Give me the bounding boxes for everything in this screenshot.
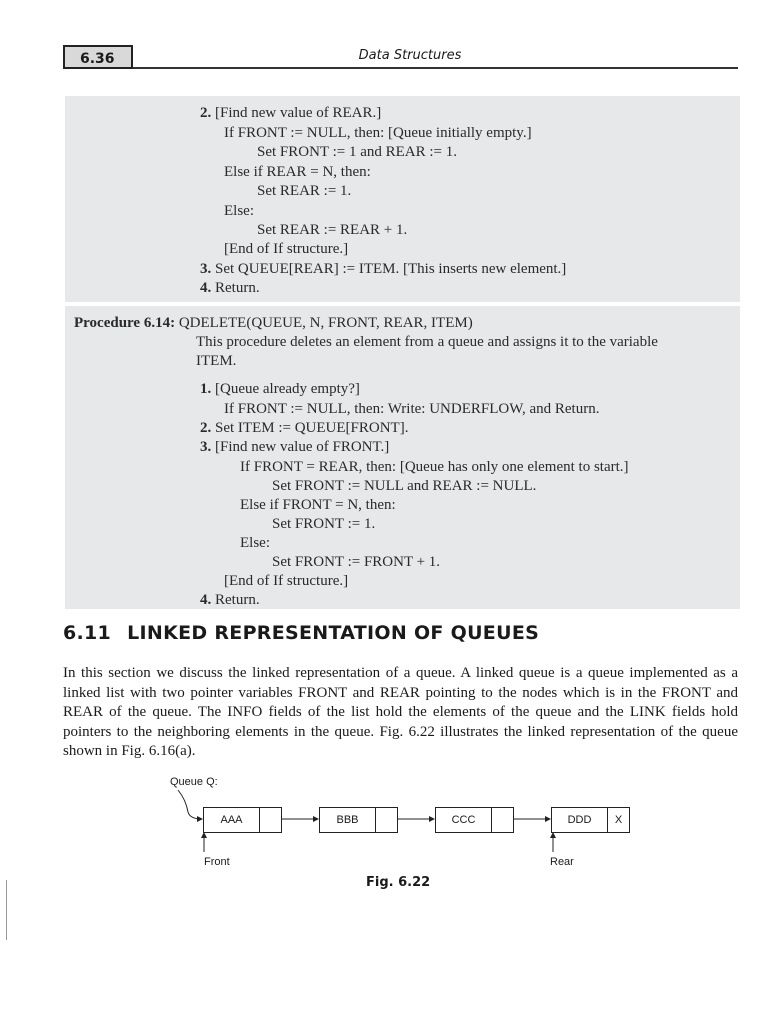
insert-line: Set FRONT := 1 and REAR := 1. [257,144,457,160]
running-header-title: Data Structures [358,48,462,63]
queue-pointer-arrow [178,790,202,819]
node-link [376,808,397,832]
delete-line: Set FRONT := FRONT + 1. [272,554,441,570]
figure-caption: Fig. 6.22 [366,875,431,890]
insert-line: [End of If structure.] [224,241,349,257]
delete-line: Set FRONT := 1. [272,516,376,532]
procedure-signature: QDELETE(QUEUE, N, FRONT, REAR, ITEM) [178,315,473,331]
procedure-description: This procedure deletes an element from a queue and assigns it to the variable [196,334,658,350]
procedure-heading [74,314,473,332]
section-paragraph: In this section we discuss the linked representation of a queue. A linked queue is a queue implemented as a linked list with two pointer variables FRONT and REAR pointing to the nodes which is in the FRONT and REAR of the queue. The INFO fields of the list hold the elements of the queue and the LINK fields hold pointers to the neighboring elements in the queue. Fig. 6.22 illustrates the linked representation of the queue shown in Fig. 6.16(a). [63,665,738,759]
insert-line: Else if REAR = N, then: [224,164,371,180]
insert-step-2: 2. [Find new value of REAR.] [200,105,382,121]
scan-margin-mark [6,880,7,940]
insert-step-3: 3. Set QUEUE[REAR] := ITEM. [This inserts new element.] [200,261,567,277]
queue-node [319,807,398,833]
delete-step-3: 3. [Find new value of FRONT.] [200,439,390,455]
node-info: DDD [552,808,608,832]
delete-line: Set FRONT := NULL and REAR := NULL. [272,478,537,494]
procedure-description: ITEM. [196,353,237,369]
delete-step-1: 1. [Queue already empty?] [200,381,360,397]
delete-line: Else if FRONT = N, then: [240,497,396,513]
queue-node [551,807,630,833]
queue-node [435,807,514,833]
header-rule [133,67,738,69]
node-link [260,808,281,832]
node-link [492,808,513,832]
delete-line: If FRONT := NULL, then: Write: UNDERFLOW, and Return. [224,401,600,417]
section-number: 6.11 [63,622,112,644]
node-info: AAA [204,808,260,832]
front-label: Front [204,856,230,868]
delete-line: If FRONT = REAR, then: [Queue has only one element to start.] [240,459,629,475]
section-title: LINKED REPRESENTATION OF QUEUES [127,622,540,644]
procedure-label: Procedure 6.14: [74,315,176,331]
page-number-box [63,45,133,69]
delete-line: [End of If structure.] [224,573,349,589]
queue-label: Queue Q: [170,776,218,788]
node-info: CCC [436,808,492,832]
delete-line: Else: [240,535,270,551]
node-link: X [614,814,623,826]
insert-line: Else: [224,203,254,219]
section-heading [63,622,539,644]
insert-line: If FRONT := NULL, then: [Queue initially empty.] [224,125,532,141]
insert-line: Set REAR := 1. [257,183,352,199]
linked-queue-diagram [160,770,680,890]
insert-step-4: 4. Return. [200,280,260,296]
node-info: BBB [320,808,376,832]
delete-step-2: 2. Set ITEM := QUEUE[FRONT]. [200,420,409,436]
insert-line: Set REAR := REAR + 1. [257,222,408,238]
delete-step-4: 4. Return. [200,592,260,608]
queue-node [203,807,282,833]
rear-label: Rear [550,856,574,868]
page-number: 6.36 [80,51,115,67]
